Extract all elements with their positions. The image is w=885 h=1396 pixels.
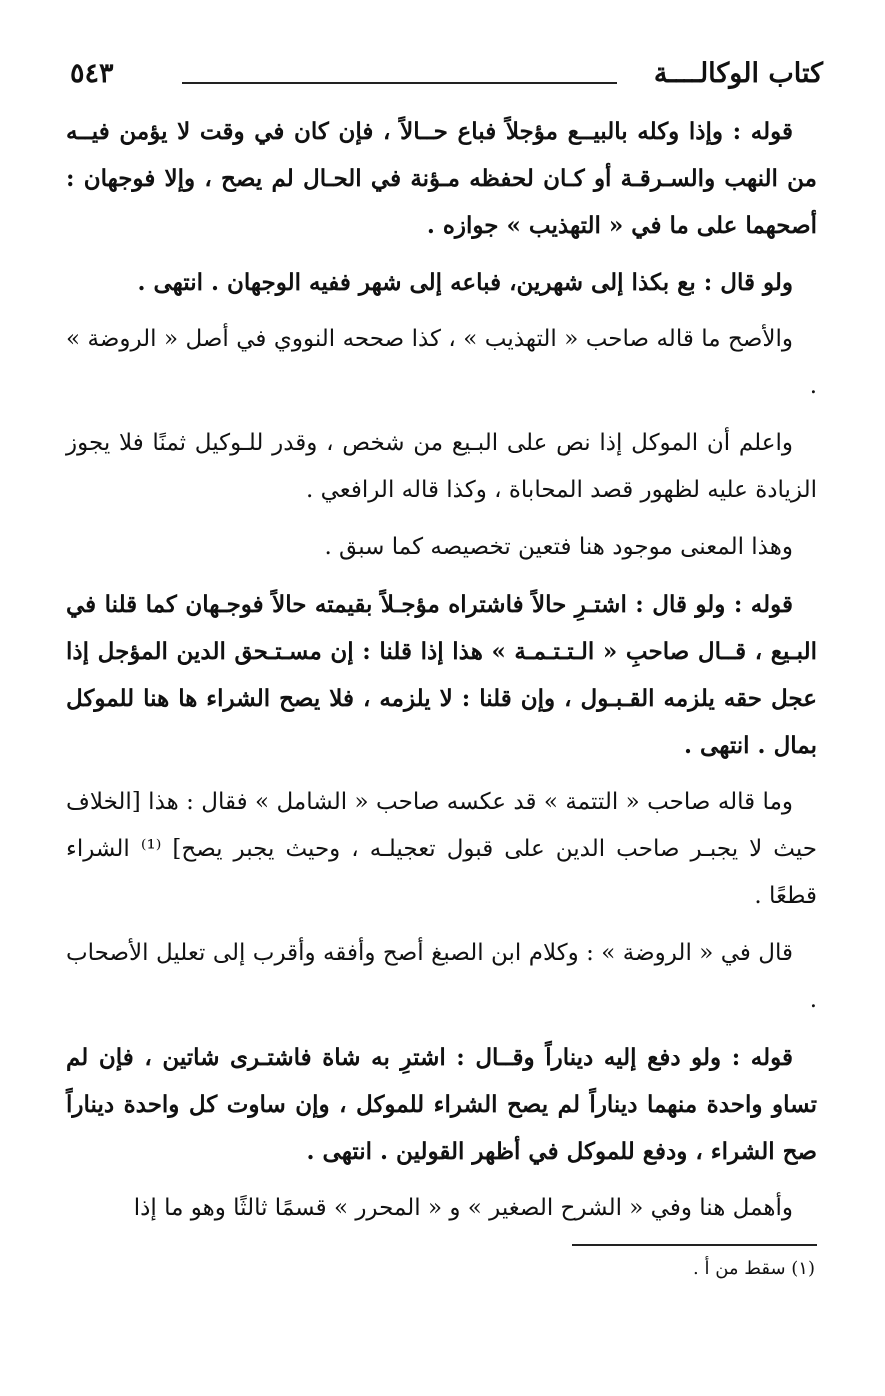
paragraph: قال في « الروضة » : وكلام ابن الصبغ أصح وأفقه وأقرب إلى تعليل الأصحاب . bbox=[66, 940, 817, 1013]
footnote-rule bbox=[572, 1244, 817, 1246]
paragraph: ولو قال : بع بكذا إلى شهرين، فباعه إلى شهر ففيه الوجهان . انتهى . bbox=[137, 269, 793, 296]
main-text bbox=[66, 108, 817, 1242]
paragraph: والأصح ما قاله صاحب « التهذيب » ، كذا صححه النووي في أصل « الروضة » . bbox=[66, 326, 817, 399]
running-title: كتاب الوكالــــة bbox=[653, 58, 823, 89]
paragraph: وما قاله صاحب « التتمة » قد عكسه صاحب « الشامل » فقال : هذا [الخلاف حيث لا يجبـر صاحب الدين على قبول تعجيلـه ، وحيث يجبر يصح] ⁽¹⁾ الشراء قطعًا . bbox=[66, 789, 817, 909]
paragraph: وأهمل هنا وفي « الشرح الصغير » و « المحرر » قسمًا ثالثًا وهو ما إذا bbox=[133, 1195, 793, 1221]
footnote: (١) سقط من أ . bbox=[693, 1258, 815, 1279]
paragraph: قوله : وإذا وكله بالبيــع مؤجلاً فباع حــالاً ، فإن كان في وقت لا يؤمن فيــه من النهب والسـرقـة أو كـان لحفظه مـؤنة في الحـال لم يصح ، وإلا فوجهان : أصحهما على ما في « التهذيب » جوازه . bbox=[66, 118, 817, 239]
paragraph: واعلم أن الموكل إذا نص على البـيع من شخص ، وقدر للـوكيل ثمنًا فلا يجوز الزيادة عليه لظهور قصد المحاباة ، وكذا قاله الرافعي . bbox=[66, 430, 817, 503]
paragraph: قوله : ولو قال : اشتـرِ حالاً فاشتراه مؤجـلاً بقيمته حالاً فوجـهان كما قلنا في البـيع ، قــال صاحبِ « الـتـتـمـة » هذا إذا قلنا : إن مسـتـحق الدين المؤجل إذا عجل حقه يلزمه القـبـول ، وإن قلنا : لا يلزمه ، فلا يصح الشراء ها هنا للموكل بمال . انتهى . bbox=[66, 591, 817, 759]
header-rule bbox=[182, 82, 617, 84]
page-number: ٥٤٣ bbox=[70, 58, 114, 89]
paragraph: وهذا المعنى موجود هنا فتعين تخصيصه كما سبق . bbox=[324, 534, 793, 560]
page-header bbox=[60, 58, 823, 98]
paragraph: قوله : ولو دفع إليه ديناراً وقــال : اشترِ به شاة فاشتـرى شاتين ، فإن لم تساو واحدة منهما ديناراً لم يصح الشراء للموكل ، وإن ساوت كل واحدة ديناراً صح الشراء ، ودفع للموكل في أظهر القولين . انتهى . bbox=[66, 1044, 817, 1165]
